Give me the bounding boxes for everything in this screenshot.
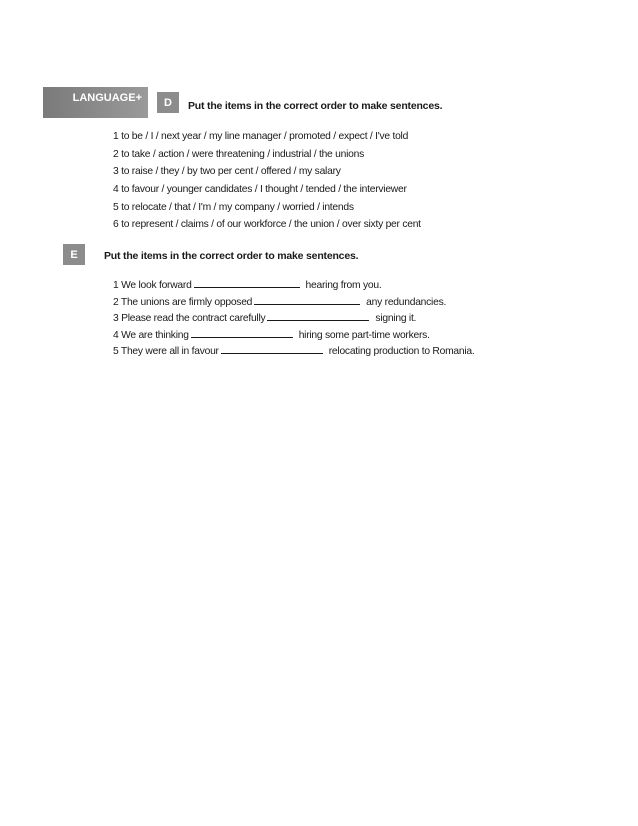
sentence-end: hearing from you.: [305, 280, 382, 291]
section-d-instruction: Put the items in the correct order to make sentences.: [188, 100, 443, 112]
sentence-end: any redundancies.: [366, 296, 447, 308]
list-item: 6 to represent / claims / of our workforce / the union / over sixty per cent: [113, 219, 421, 231]
sentence-start: 5 They were all in favour: [113, 346, 219, 358]
list-item: [113, 293, 474, 310]
list-item: 3 to raise / they / by two per cent / offered / my salary: [113, 166, 341, 178]
section-e-instruction: Put the items in the correct order to make sentences.: [104, 250, 359, 262]
section-e-list: [113, 276, 474, 359]
section-d-badge: D: [157, 92, 179, 113]
sentence-start: 3 Please read the contract carefully: [113, 313, 266, 325]
sentence-start: 4 We are thinking: [113, 329, 189, 341]
answer-blank[interactable]: [194, 276, 300, 288]
sentence-start: 1 We look forward: [113, 280, 192, 291]
section-e-badge: E: [63, 244, 85, 265]
banner-label: LANGUAGE+: [72, 92, 142, 104]
list-item: 5 to relocate / that / I'm / my company / worried / intends: [113, 201, 354, 213]
list-item: 2 to take / action / were threatening / industrial / the unions: [113, 148, 364, 160]
answer-blank[interactable]: [267, 309, 369, 321]
answer-blank[interactable]: [191, 326, 293, 338]
list-item: [113, 326, 474, 343]
sentence-end: relocating production to Romania.: [328, 346, 475, 358]
list-item: [113, 309, 474, 326]
language-plus-banner: [43, 87, 148, 118]
list-item: 1 to be / I / next year / my line manager / promoted / expect / I've told: [113, 131, 409, 142]
section-d-list: [113, 128, 421, 234]
sentence-end: signing it.: [375, 313, 417, 325]
list-item: [113, 342, 474, 359]
list-item: [113, 276, 474, 293]
list-item: 4 to favour / younger candidates / I thought / tended / the interviewer: [113, 184, 407, 196]
sentence-start: 2 The unions are firmly opposed: [113, 296, 253, 308]
sentence-end: hiring some part-time workers.: [298, 329, 430, 341]
answer-blank[interactable]: [221, 342, 323, 354]
answer-blank[interactable]: [254, 293, 360, 305]
